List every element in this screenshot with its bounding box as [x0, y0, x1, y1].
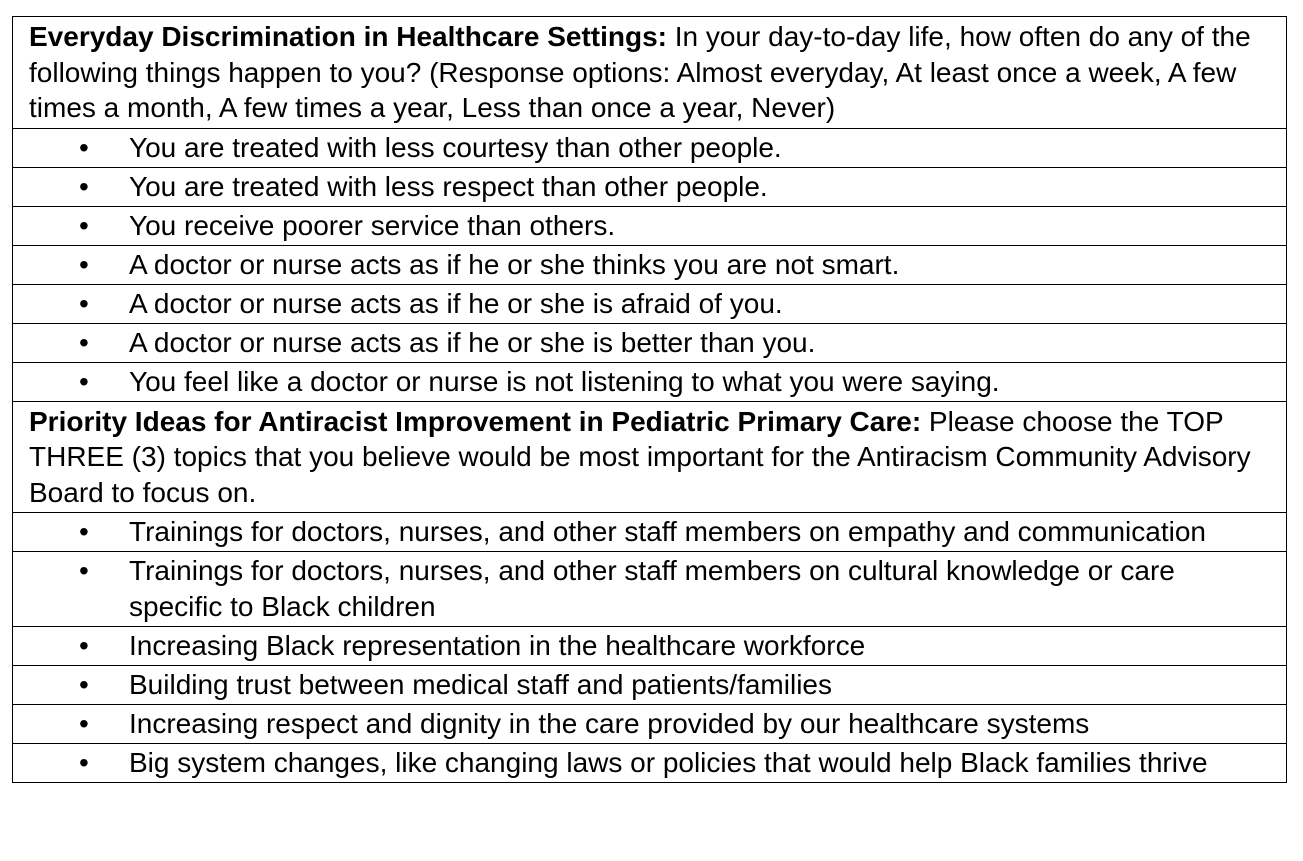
table-row	[13, 744, 1287, 783]
bullet-icon: •	[79, 365, 89, 397]
list-item	[13, 514, 1272, 550]
table-row	[13, 206, 1287, 245]
section-header-row	[13, 401, 1287, 513]
table-row	[13, 245, 1287, 284]
list-item	[13, 667, 1272, 703]
section-description: Please choose the TOP THREE (3) topics that you believe would be most important for the Antiracism Community Advisory Board to focus on.	[29, 405, 1251, 508]
table-row	[13, 513, 1287, 552]
table-row	[13, 167, 1287, 206]
table-row	[13, 128, 1287, 167]
bullet-icon: •	[79, 248, 89, 280]
bullet-icon: •	[79, 747, 89, 778]
list-item-text: Building trust between medical staff and patients/families	[129, 669, 832, 700]
list-item	[13, 208, 1272, 244]
section-title: Priority Ideas for Antiracist Improvement in Pediatric Primary Care:	[29, 405, 922, 437]
list-item-text: Trainings for doctors, nurses, and other staff members on empathy and communication	[129, 516, 1206, 547]
section-header-row	[13, 17, 1287, 129]
list-item	[13, 130, 1272, 166]
list-item-text: You feel like a doctor or nurse is not listening to what you were saying.	[129, 365, 1000, 397]
table-row	[13, 323, 1287, 362]
table-row	[13, 552, 1287, 627]
list-item-text: A doctor or nurse acts as if he or she thinks you are not smart.	[129, 248, 900, 280]
bullet-icon: •	[79, 630, 89, 661]
section-header-priority-ideas	[13, 401, 1287, 513]
table-row	[13, 705, 1287, 744]
bullet-icon: •	[79, 708, 89, 739]
list-item	[13, 169, 1272, 205]
list-item	[13, 325, 1272, 361]
list-item	[13, 286, 1272, 322]
bullet-icon: •	[79, 669, 89, 700]
bullet-icon: •	[79, 170, 89, 202]
list-item	[13, 364, 1272, 400]
bullet-icon: •	[79, 209, 89, 241]
list-item	[13, 247, 1272, 283]
survey-table	[12, 16, 1287, 783]
list-item-text: Trainings for doctors, nurses, and other staff members on cultural knowledge or care specific to Black children	[129, 555, 1175, 622]
list-item-text: A doctor or nurse acts as if he or she is afraid of you.	[129, 287, 783, 319]
list-item-text: You receive poorer service than others.	[129, 209, 616, 241]
list-item-text: A doctor or nurse acts as if he or she is better than you.	[129, 326, 816, 358]
list-item-text: You are treated with less respect than other people.	[129, 170, 768, 202]
list-item	[13, 706, 1272, 742]
bullet-icon: •	[79, 131, 89, 163]
table-row	[13, 284, 1287, 323]
section-title: Everyday Discrimination in Healthcare Settings:	[29, 21, 667, 52]
bullet-icon: •	[79, 555, 89, 586]
list-item	[13, 745, 1272, 781]
list-item-text: Increasing Black representation in the healthcare workforce	[129, 630, 866, 661]
list-item	[13, 553, 1272, 625]
list-item-text: You are treated with less courtesy than other people.	[129, 131, 782, 163]
bullet-icon: •	[79, 287, 89, 319]
table-row	[13, 627, 1287, 666]
section-description: In your day-to-day life, how often do any of the following things happen to you? (Response options: Almost everyday, At least once a week, A few times a month, A few times a year, Less than once a year, Never)	[29, 21, 1251, 123]
table-row	[13, 362, 1287, 401]
bullet-icon: •	[79, 326, 89, 358]
list-item-text: Big system changes, like changing laws or policies that would help Black families thrive	[129, 747, 1208, 778]
table-row	[13, 666, 1287, 705]
bullet-icon: •	[79, 516, 89, 547]
list-item	[13, 628, 1272, 664]
section-header-everyday-discrimination	[13, 17, 1287, 129]
list-item-text: Increasing respect and dignity in the care provided by our healthcare systems	[129, 708, 1090, 739]
